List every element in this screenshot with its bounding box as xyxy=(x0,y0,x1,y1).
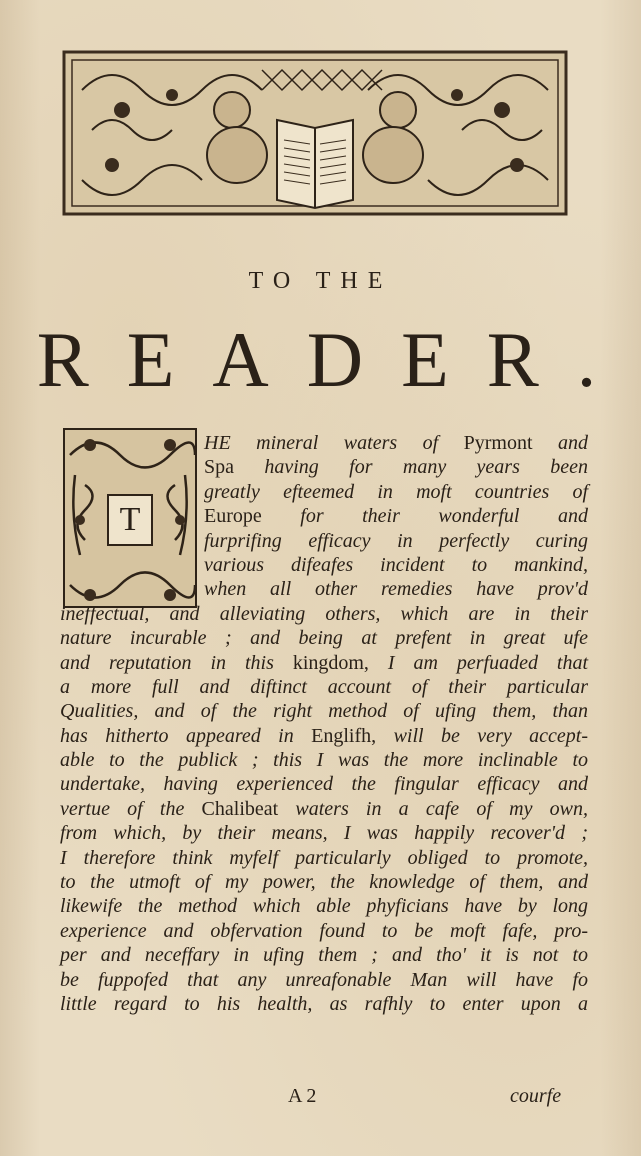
text-segment: for their wonderful and xyxy=(261,505,588,528)
text-line xyxy=(60,626,588,650)
text-line xyxy=(60,919,588,943)
text-segment: undertake, having experienced the fingular efficacy and xyxy=(60,773,588,796)
text-segment: per and neceffary in ufing them ; and tho' it is not to xyxy=(60,944,588,967)
text-segment: HE mineral waters of xyxy=(204,432,464,454)
catchword: courfe xyxy=(510,1085,562,1107)
text-line xyxy=(60,870,588,894)
text-line xyxy=(60,724,588,748)
text-segment: will be very accept- xyxy=(376,724,588,747)
text-segment: vertue of the xyxy=(60,797,202,820)
text-segment: a more full and diftinct account of their particular xyxy=(60,675,588,698)
text-segment: Spa xyxy=(204,456,234,479)
text-line xyxy=(60,651,588,675)
text-line xyxy=(60,821,588,845)
text-line xyxy=(60,797,588,821)
heading-reader: READER. xyxy=(36,316,635,403)
heading-to-the: TO THE xyxy=(248,268,393,294)
text-line xyxy=(60,846,588,870)
initial-letter: T xyxy=(119,501,141,538)
text-segment: Pyrmont xyxy=(463,432,533,454)
text-line xyxy=(60,529,588,553)
text-segment: from which, by their means, I was happily recover'd ; xyxy=(60,822,588,845)
text-line xyxy=(60,943,588,967)
text-line xyxy=(60,553,588,577)
text-segment: nature incurable ; and being at prefent in great ufe xyxy=(60,627,588,650)
text-segment: Englifh, xyxy=(311,724,377,747)
text-segment: greatly efteemed in moft countries of xyxy=(204,480,588,503)
text-segment: when all other remedies have prov'd xyxy=(204,578,588,601)
text-segment: ineffectual, and alleviating others, which are in their xyxy=(60,602,588,625)
text-segment: Qualities, and of the right method of ufing them, than xyxy=(60,700,588,723)
text-line xyxy=(60,968,588,992)
body-text xyxy=(60,431,588,1016)
text-segment: furprifing efficacy in perfectly curing xyxy=(204,529,588,552)
text-segment: waters in a cafe of my own, xyxy=(278,797,588,820)
signature-mark: A 2 xyxy=(288,1085,317,1107)
text-segment: Europe xyxy=(204,505,262,528)
text-segment: experience and obfervation found to be moft fafe, pro- xyxy=(60,919,588,942)
text-line xyxy=(60,699,588,723)
text-segment: kingdom, xyxy=(292,651,369,674)
text-line xyxy=(60,504,588,528)
text-segment: various difeafes incident to mankind, xyxy=(204,553,588,576)
text-line xyxy=(60,894,588,918)
text-line xyxy=(60,748,588,772)
text-line xyxy=(60,675,588,699)
text-segment: having for many years been xyxy=(234,456,588,479)
text-segment: likewife the method which able phyficians have by long xyxy=(60,895,588,918)
text-line xyxy=(60,431,588,455)
text-segment: to the utmoft of my power, the knowledge of them, and xyxy=(60,871,588,894)
text-segment: has hitherto appeared in xyxy=(60,724,312,747)
text-line xyxy=(60,455,588,479)
text-segment: able to the publick ; this I was the more inclinable to xyxy=(60,749,588,772)
text-line xyxy=(60,480,588,504)
text-segment: Chalibeat xyxy=(201,797,279,820)
text-segment: and reputation in this xyxy=(60,651,293,674)
text-segment: and xyxy=(532,432,588,454)
text-segment: little regard to his health, as rafhly to enter upon a xyxy=(60,992,588,1015)
text-segment: be fuppofed that any unreafonable Man will have fo xyxy=(60,968,588,991)
text-segment: I am perfuaded that xyxy=(368,651,589,674)
headpiece-ornament xyxy=(62,50,568,216)
text-line xyxy=(60,602,588,626)
text-line xyxy=(60,577,588,601)
text-line xyxy=(60,772,588,796)
text-line xyxy=(60,992,588,1016)
text-segment: I therefore think myfelf particularly obliged to promote, xyxy=(60,846,588,869)
